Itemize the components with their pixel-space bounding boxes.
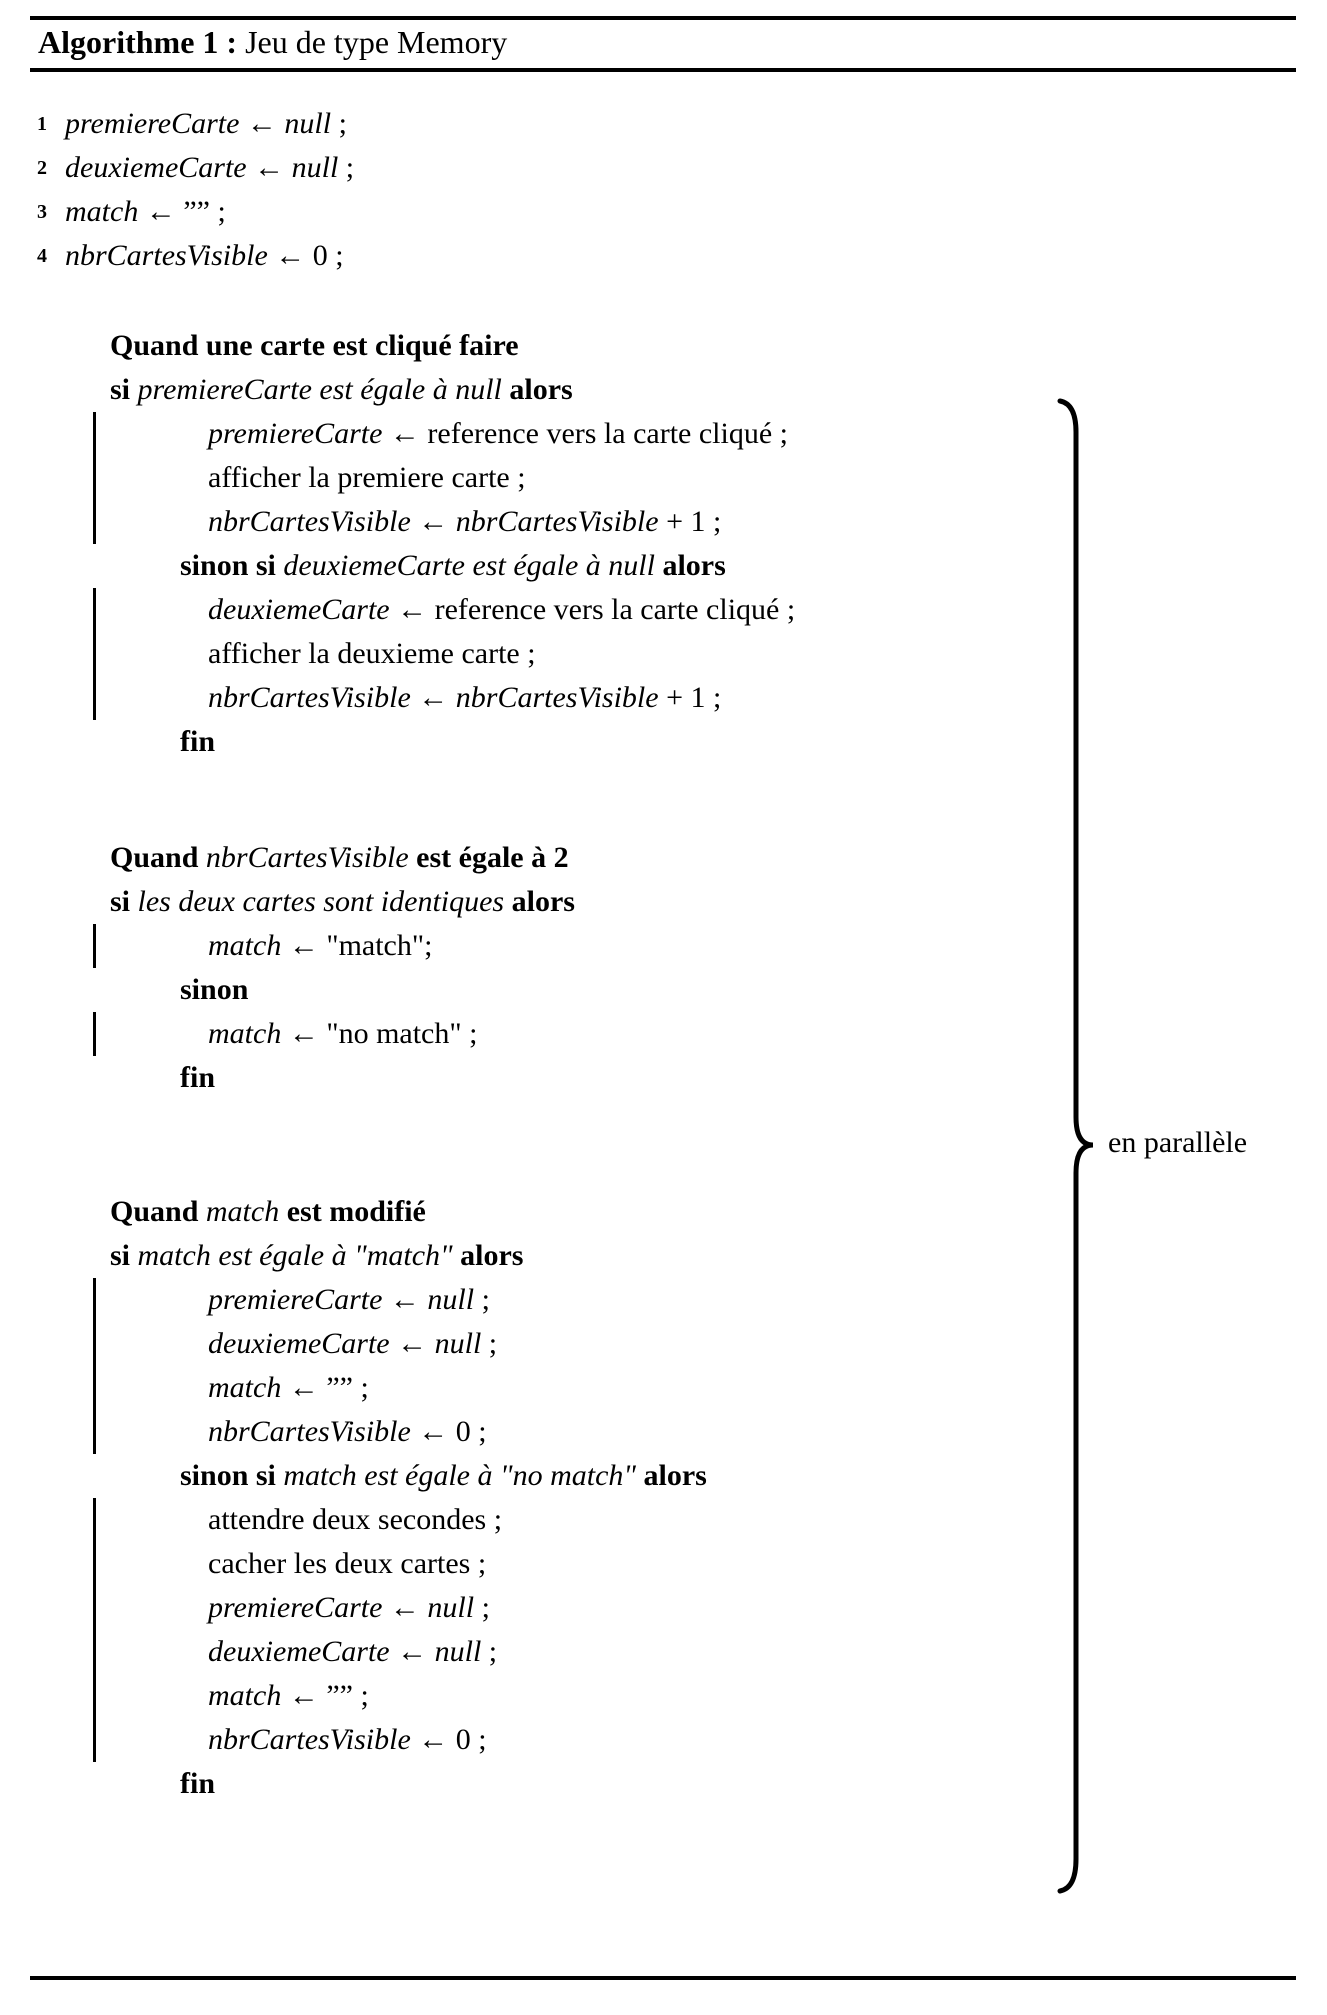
event-header: Quand match est modifié [110, 1195, 426, 1228]
top-rule [30, 16, 1296, 20]
init-line: 2 deuxiemeCarte ← null ; [0, 146, 1327, 190]
caption-title: Jeu de type Memory [237, 24, 508, 60]
line-number: 3 [37, 201, 47, 223]
caption-label: Algorithme 1 : [38, 24, 238, 60]
if-body-block [93, 412, 1327, 544]
statement-line: afficher la premiere carte ; [208, 461, 526, 494]
statement-line: match ← "match"; [208, 929, 433, 962]
statement-line: premiereCarte ← null ; [208, 1283, 490, 1316]
elseif-line: sinon [180, 973, 249, 1006]
parallel-brace-icon [1052, 398, 1100, 1896]
algorithm-lines [0, 96, 1327, 1806]
line-number: 4 [37, 245, 47, 267]
fin-line: fin [180, 1767, 216, 1800]
statement-line: deuxiemeCarte ← null ; [208, 1327, 498, 1360]
statement-line: nbrCartesVisible ← 0 ; [208, 1723, 487, 1756]
bottom-rule [30, 1976, 1296, 1980]
event-header: Quand nbrCartesVisible est égale à 2 [110, 841, 569, 874]
init-line: 1 premiereCarte ← null ; [0, 102, 1327, 146]
statement-line: match ← ”” ; [208, 1679, 369, 1712]
statement-line: attendre deux secondes ; [208, 1503, 503, 1536]
statement-line: nbrCartesVisible ← nbrCartesVisible + 1 ; [208, 681, 722, 714]
fin-line: fin [180, 725, 216, 758]
brace-label: en parallèle [1108, 1126, 1248, 1159]
algorithm-caption [38, 24, 507, 61]
if-body-block [93, 1498, 1327, 1762]
statement-line: afficher la deuxieme carte ; [208, 637, 536, 670]
elseif-line: sinon si match est égale à "no match" alors [180, 1459, 707, 1492]
statement-line: match ← "no match" ; [208, 1017, 478, 1050]
statement-line: match ← ”” ; [208, 1371, 369, 1404]
if-body-block [93, 924, 1327, 968]
fin-line: fin [180, 1061, 216, 1094]
if-body-block [93, 1012, 1327, 1056]
si-line: si les deux cartes sont identiques alors [110, 885, 575, 918]
elseif-line: sinon si deuxiemeCarte est égale à null alors [180, 549, 726, 582]
statement-line: premiereCarte ← reference vers la carte cliqué ; [208, 417, 788, 450]
line-number: 1 [37, 113, 47, 135]
init-line: 4 nbrCartesVisible ← 0 ; [0, 234, 1327, 278]
statement-line: nbrCartesVisible ← 0 ; [208, 1415, 487, 1448]
statement-line: deuxiemeCarte ← reference vers la carte cliqué ; [208, 593, 796, 626]
init-line: 3 match ← ”” ; [0, 190, 1327, 234]
si-line: si match est égale à "match" alors [110, 1239, 524, 1272]
caption-rule [30, 68, 1296, 72]
if-body-block [93, 1278, 1327, 1454]
line-number: 2 [37, 157, 47, 179]
if-body-block [93, 588, 1327, 720]
si-line: si premiereCarte est égale à null alors [110, 373, 573, 406]
statement-line: cacher les deux cartes ; [208, 1547, 487, 1580]
statement-line: deuxiemeCarte ← null ; [208, 1635, 498, 1668]
statement-line: premiereCarte ← null ; [208, 1591, 490, 1624]
event-header: Quand une carte est cliqué faire [110, 329, 519, 362]
statement-line: nbrCartesVisible ← nbrCartesVisible + 1 ; [208, 505, 722, 538]
